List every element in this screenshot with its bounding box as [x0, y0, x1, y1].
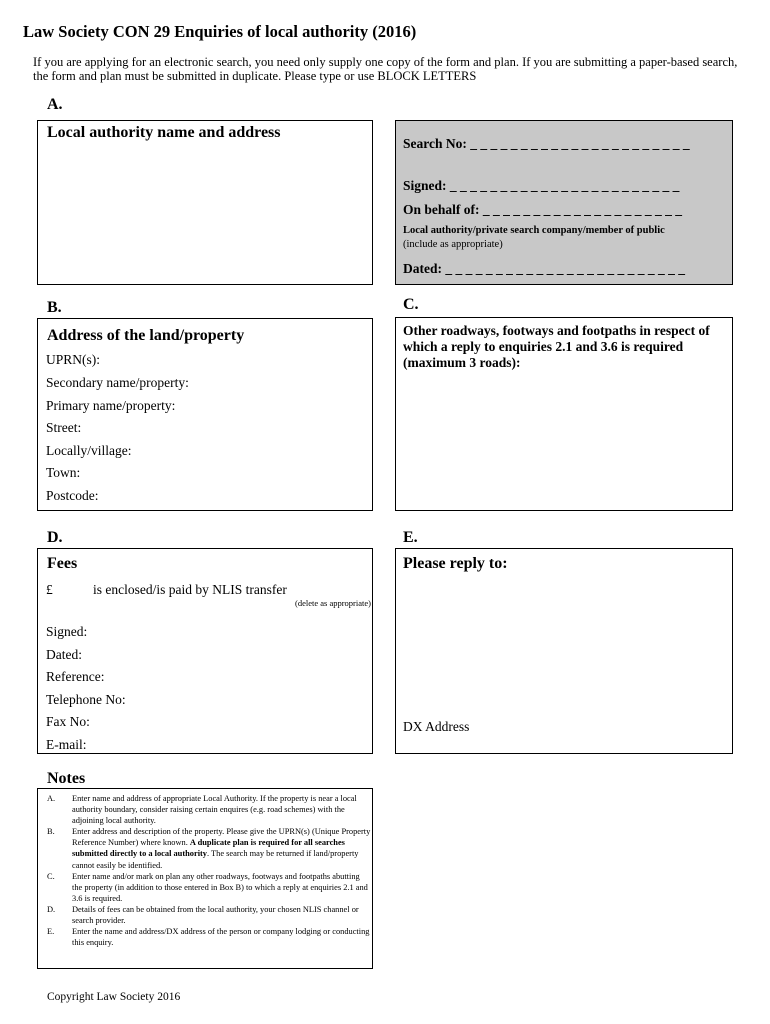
- street-field: Street:: [46, 420, 82, 435]
- notes-title: Notes: [47, 770, 86, 787]
- notes-box: [37, 788, 373, 969]
- dated-field[interactable]: Dated: _ _ _ _ _ _ _ _ _ _ _ _ _ _ _ _ _ _ _ _ _ _ _ _: [403, 261, 685, 276]
- note-label: E.: [47, 927, 55, 937]
- search-no-field[interactable]: Search No: _ _ _ _ _ _ _ _ _ _ _ _ _ _ _ _ _ _ _ _ _ _: [403, 136, 690, 151]
- section-a-letter: A.: [47, 96, 63, 113]
- email-field: E-mail:: [46, 737, 87, 752]
- reply-to-title: Please reply to:: [403, 555, 508, 572]
- telephone-field: Telephone No:: [46, 692, 126, 707]
- note-a: [38, 793, 372, 826]
- fees-box[interactable]: [37, 548, 373, 754]
- section-b-letter: B.: [47, 299, 62, 316]
- local-authority-title: Local authority name and address: [47, 124, 281, 141]
- note-label: A.: [47, 794, 56, 803]
- primary-name-field: Primary name/property:: [46, 398, 176, 413]
- note-d: [38, 904, 372, 926]
- town-field: Town:: [46, 465, 81, 480]
- locality-field: Locally/village:: [46, 443, 132, 458]
- note-text: Details of fees can be obtained from the local authority, your chosen NLIS channel or search provider.: [72, 904, 359, 926]
- fees-title: Fees: [47, 555, 78, 572]
- copyright: Copyright Law Society 2016: [47, 991, 181, 1003]
- property-address-box[interactable]: [37, 318, 373, 511]
- note-e: [38, 926, 372, 948]
- note-c: [38, 871, 372, 904]
- delete-note: (delete as appropriate): [295, 598, 371, 608]
- local-authority-box[interactable]: [37, 120, 373, 285]
- reply-to-box[interactable]: [395, 548, 733, 754]
- note-b: [38, 826, 372, 870]
- other-roadways-box[interactable]: [395, 317, 733, 511]
- behalf-note: (include as appropriate): [403, 239, 503, 250]
- section-d-letter: D.: [47, 529, 63, 546]
- behalf-description: Local authority/private search company/member of public: [403, 225, 665, 236]
- note-label: D.: [47, 904, 56, 914]
- notes-list: [38, 793, 372, 948]
- fees-dated-field: Dated:: [46, 647, 82, 662]
- property-address-title: Address of the land/property: [47, 327, 245, 344]
- note-text: Enter name and address of appropriate Local Authority. If the property is near a local authority boundary, consider raising certain enquires (e.g. road schemes) with the adjoining local authority.: [72, 794, 357, 826]
- uprn-field: UPRN(s):: [46, 352, 101, 367]
- fees-signed-field: Signed:: [46, 624, 88, 639]
- note-text: Enter name and/or mark on plan any other roadways, footways and footpaths abutting the property (in addition to those entered in Box B) to which a reply at enquiries 2.1 and 3.6 is required.: [72, 871, 368, 903]
- note-text: . The search may be returned if land/property cannot easily be identified.: [72, 849, 359, 870]
- note-text: Enter the name and address/DX address of the person or company lodging or conducting this enquiry.: [72, 927, 370, 948]
- note-label: C.: [47, 871, 55, 881]
- other-roadways-title: Other roadways, footways and footpaths in respect of which a reply to enquiries 2.1 and 3.6 is required (maximum 3 roads):: [403, 323, 710, 370]
- intro-text: If you are applying for an electronic search, you need only supply one copy of the form and plan. If you are submitting a paper-based search, the form and plan must be submitted in duplicate. Please type or use BLOCK LETTERS: [33, 55, 738, 83]
- secondary-name-field: Secondary name/property:: [46, 375, 189, 390]
- pound-sign: £: [46, 582, 53, 597]
- postcode-field: Postcode:: [46, 488, 99, 503]
- note-text: Enter address and description of the property. Please give the UPRN(s) (Unique Property Reference Number) where known.: [72, 827, 371, 848]
- search-details-box: [395, 120, 733, 285]
- enclosed-text: is enclosed/is paid by NLIS transfer: [93, 582, 287, 597]
- section-e-letter: E.: [403, 529, 418, 546]
- form-title: Law Society CON 29 Enquiries of local authority (2016): [23, 22, 417, 41]
- signed-field[interactable]: Signed: _ _ _ _ _ _ _ _ _ _ _ _ _ _ _ _ _ _ _ _ _ _ _: [403, 178, 680, 193]
- section-c-letter: C.: [403, 296, 419, 313]
- reference-field: Reference:: [46, 669, 105, 684]
- dx-address-label: DX Address: [403, 719, 470, 734]
- fax-field: Fax No:: [46, 714, 90, 729]
- note-bold-text: A duplicate plan is required for all searches submitted directly to a local authority: [72, 838, 345, 859]
- on-behalf-field[interactable]: On behalf of: _ _ _ _ _ _ _ _ _ _ _ _ _ _ _ _ _ _ _ _: [403, 202, 683, 217]
- note-label: B.: [47, 827, 55, 837]
